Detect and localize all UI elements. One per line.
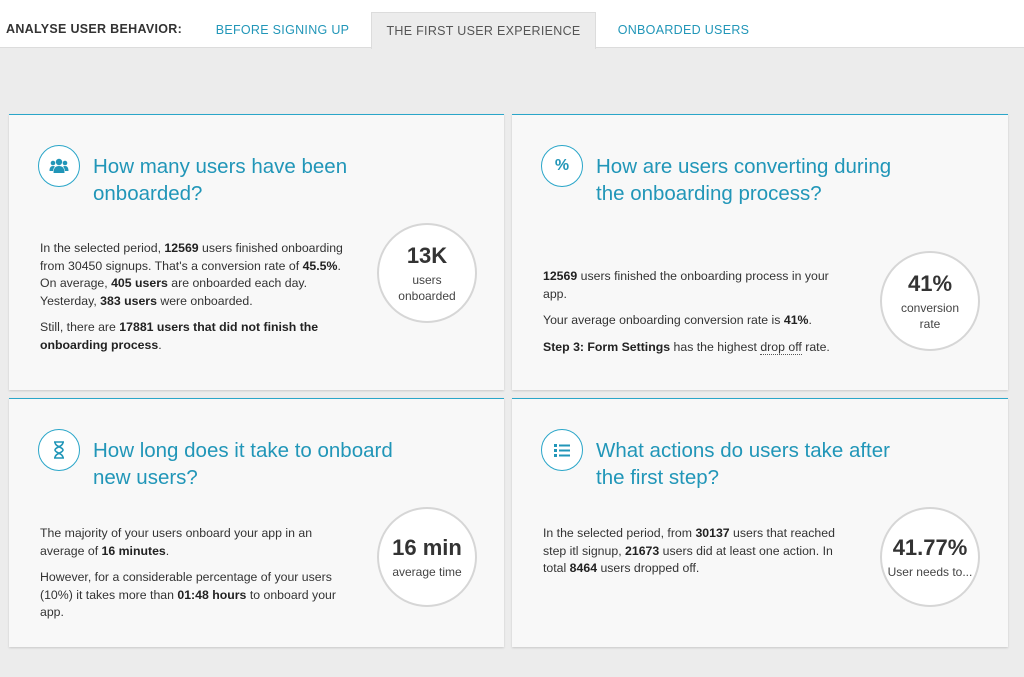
metric-value: 16 min <box>392 534 462 560</box>
metric-label: users onboarded <box>398 272 456 303</box>
analyse-label: ANALYSE USER BEHAVIOR: <box>6 22 183 36</box>
metric-circle <box>377 223 477 323</box>
card-description: In the selected period, from 30137 users that reached step itl signup, 21673 users did at least one action. In total 8464 users dropped off. <box>543 526 835 575</box>
card-description: 12569 users finished the onboarding process in your app. Your average onboarding conversion rate is 41%. Step 3: Form Settings has the highest drop off rate. <box>543 269 830 354</box>
card-title: How are users converting during the onboarding process? <box>596 155 892 205</box>
metric-label: average time <box>392 564 462 579</box>
card-onboarding-time <box>9 398 504 647</box>
card-conversion <box>512 114 1008 390</box>
tab-before-signing-up[interactable]: BEFORE SIGNING UP <box>215 23 350 37</box>
metric-circle <box>880 251 980 351</box>
list-icon <box>541 429 583 471</box>
card-title: How many users have been onboarded? <box>93 155 348 205</box>
card-description: The majority of your users onboard your app in an average of 16 minutes. However, for a considerable percentage of your users (10%) it takes more than 01:48 hours to onboard your app. <box>40 526 336 619</box>
users-icon <box>38 145 80 187</box>
card-users-onboarded <box>9 114 504 390</box>
metric-label: conversion rate <box>900 300 960 331</box>
card-title: How long does it take to onboard new users? <box>93 439 393 489</box>
hourglass-icon <box>38 429 80 471</box>
metric-label: User needs to... <box>887 564 973 579</box>
top-tab-bar <box>0 0 1024 48</box>
card-title: What actions do users take after the first step? <box>596 439 890 489</box>
tab-first-user-experience[interactable]: THE FIRST USER EXPERIENCE <box>371 12 596 49</box>
percent-icon: % <box>541 145 583 187</box>
card-user-actions <box>512 398 1008 647</box>
card-description: In the selected period, 12569 users finished onboarding from 30450 signups. That's a conversion rate of 45.5%. On average, 405 users are onboarded each day. Yesterday, 383 users were onboarded. Still, there are 17881 users that did not finish the onboarding process. <box>40 241 343 352</box>
metric-circle <box>880 507 980 607</box>
metric-value: 41% <box>907 270 953 296</box>
metric-value: 41.77% <box>892 534 968 560</box>
tab-onboarded-users[interactable]: ONBOARDED USERS <box>617 23 750 37</box>
dropoff-tooltip-term[interactable]: drop off <box>760 339 802 354</box>
metric-value: 13K <box>406 242 448 268</box>
metric-circle <box>377 507 477 607</box>
